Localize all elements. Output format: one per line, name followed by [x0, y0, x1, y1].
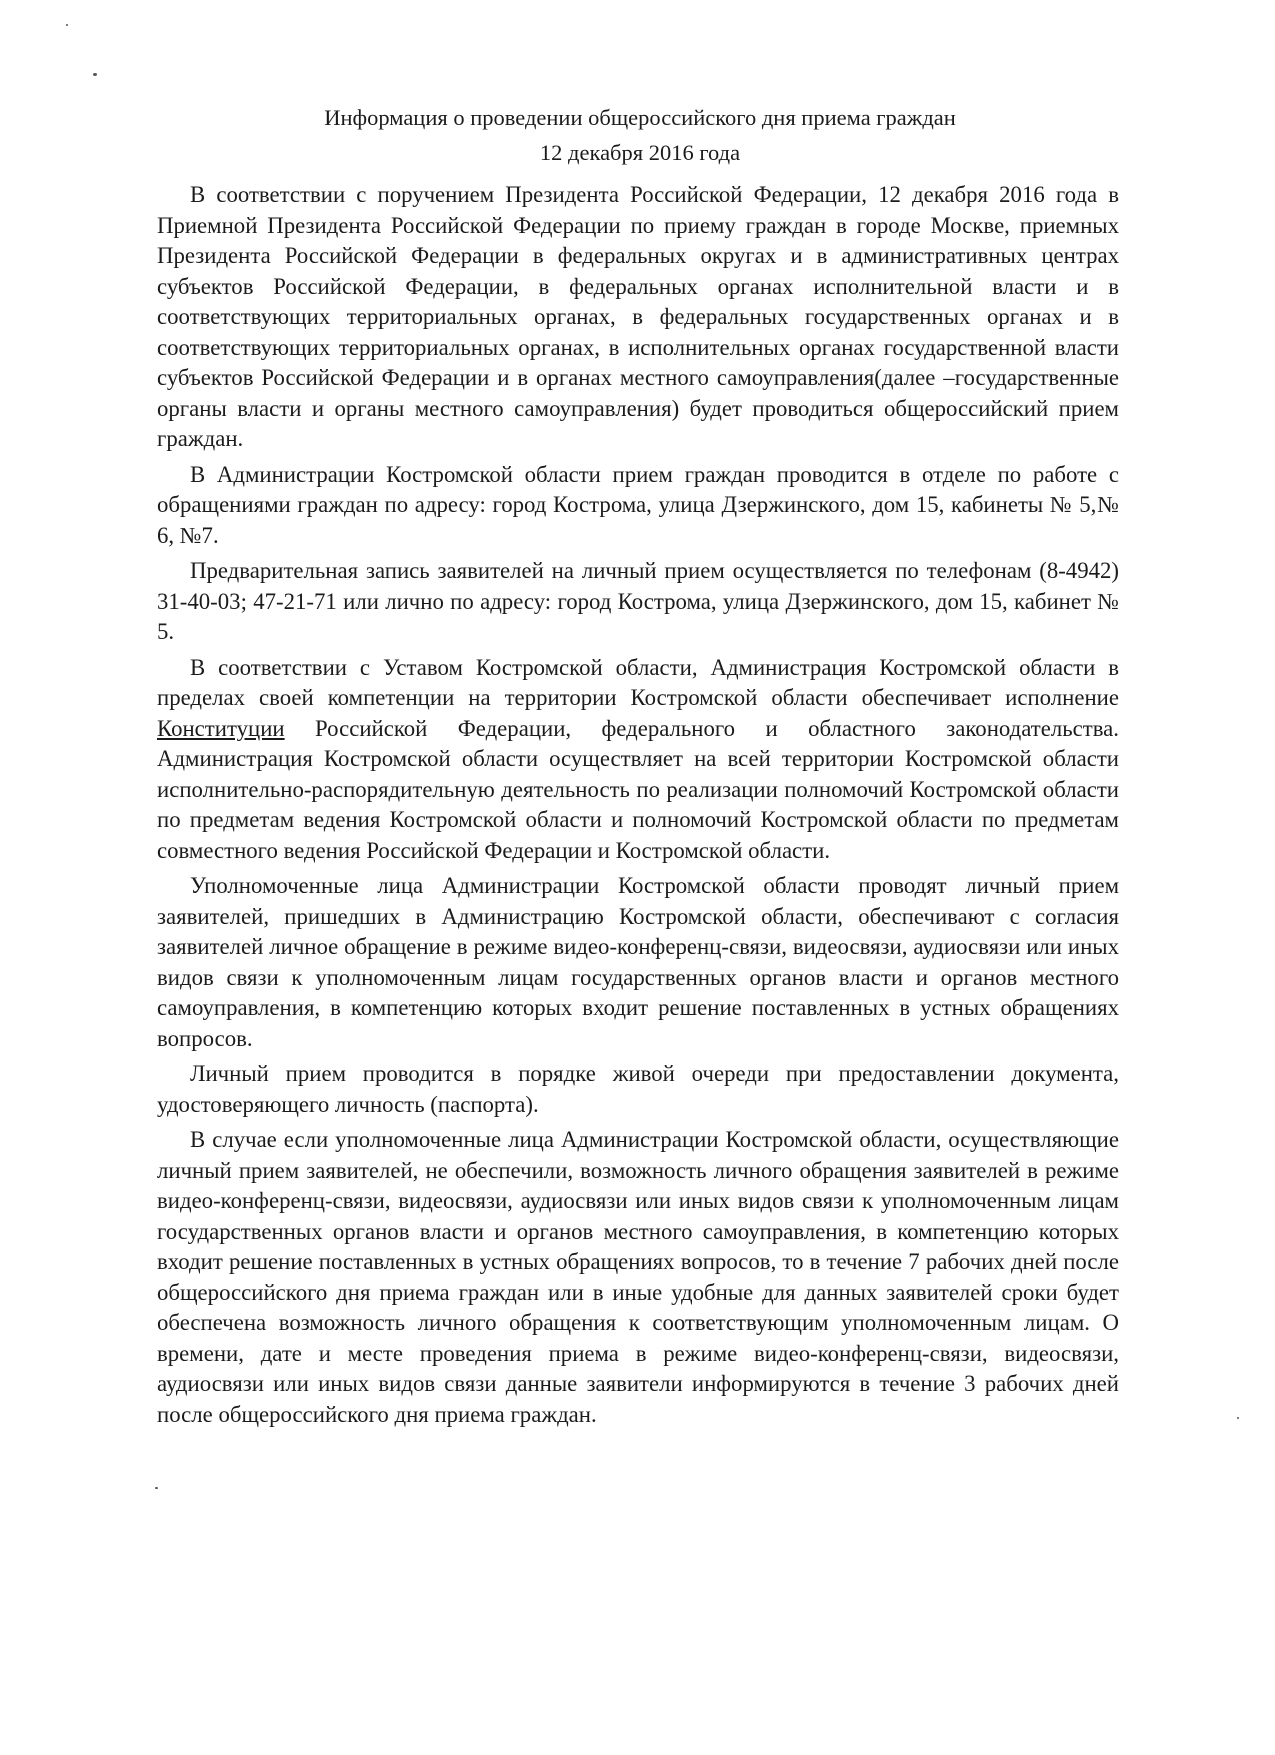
paragraph-1: В соответствии с поручением Президента Российской Федерации, 12 декабря 2016 года в Приемной Президента Российской Федерации по приему граждан в городе Москве, приемных Президента Российской Федерации в федеральных округах и в административных центрах субъектов Российской Федерации, в федеральных органах исполнительной власти и в соответствующих территориальных органах, в федеральных государственных органах и в соответствующих территориальных органах, в исполнительных органах государственной власти субъектов Российской Федерации и в органах местного самоуправления(далее –государственные органы власти и органы местного самоуправления) будет проводиться общероссийский прием граждан.	[157, 182, 1119, 451]
scan-speck	[93, 73, 97, 76]
constitution-link[interactable]: Конституции	[157, 715, 285, 741]
paragraph-6: Личный прием проводится в порядке живой очереди при предоставлении документа, удостоверяющего личность (паспорта).	[157, 1061, 1119, 1117]
paragraph-5: Уполномоченные лица Администрации Костромской области проводят личный прием заявителей, пришедших в Администрацию Костромской области, обеспечивают с согласия заявителей личное обращение в режиме видео-конференц-связи, видеосвязи, аудиосвязи или иных видов связи к уполномоченным лицам государственных органов власти и органов местного самоуправления, в компетенцию которых входит решение поставленных в устных обращениях вопросов.	[157, 873, 1119, 1051]
paragraph-2: В Администрации Костромской области прием граждан проводится в отделе по работе с обращениями граждан по адресу: город Кострома, улица Дзержинского, дом 15, кабинеты № 5,№ 6, №7.	[157, 461, 1119, 548]
paragraph-4-text-end: Российской Федерации, федерального и областного законодательства. Администрация Костромской области осуществляет на всей территории Костромской области исполнительно-распорядительную деятельность по реализации полномочий Костромской области по предметам ведения Костромской области и полномочий Костромской области по предметам совместного ведения Российской Федерации и Костромской области.	[157, 715, 1119, 863]
title-line-1: Информация о проведении общероссийского дня приема граждан	[324, 105, 956, 130]
scan-speck	[1237, 1417, 1239, 1419]
document-body	[157, 180, 1119, 1435]
title-line-2: 12 декабря 2016 года	[539, 140, 741, 165]
scan-speck	[155, 1487, 158, 1489]
scan-speck	[66, 24, 68, 26]
paragraph-4	[157, 653, 1119, 867]
paragraph-4-text-start: В соответствии с Уставом Костромской области, Администрация Костромской области в пределах своей компетенции на территории Костромской области обеспечивает исполнение	[157, 654, 1119, 710]
paragraph-3: Предварительная запись заявителей на личный прием осуществляется по телефонам (8-4942) 31-40-03; 47-21-71 или лично по адресу: город Кострома, улица Дзержинского, дом 15, кабинет № 5.	[157, 558, 1119, 644]
paragraph-7: В случае если уполномоченные лица Администрации Костромской области, осуществляющие личный прием заявителей, не обеспечили, возможность личного обращения заявителей в режиме видео-конференц-связи, видеосвязи, аудиосвязи или иных видов связи к уполномоченным лицам государственных органов власти и органов местного самоуправления, в компетенцию которых входит решение поставленных в устных обращениях вопросов, то в течение 7 рабочих дней после общероссийского дня приема граждан или в иные удобные для данных заявителей сроки будет обеспечена возможность личного обращения к соответствующим уполномоченным лицам. О времени, дате и месте проведения приема в режиме видео-конференц-связи, видеосвязи, аудиосвязи или иных видов связи данные заявители информируются в течение 3 рабочих дней после общероссийского дня приема граждан.	[157, 1127, 1119, 1427]
document-title	[160, 100, 1120, 170]
